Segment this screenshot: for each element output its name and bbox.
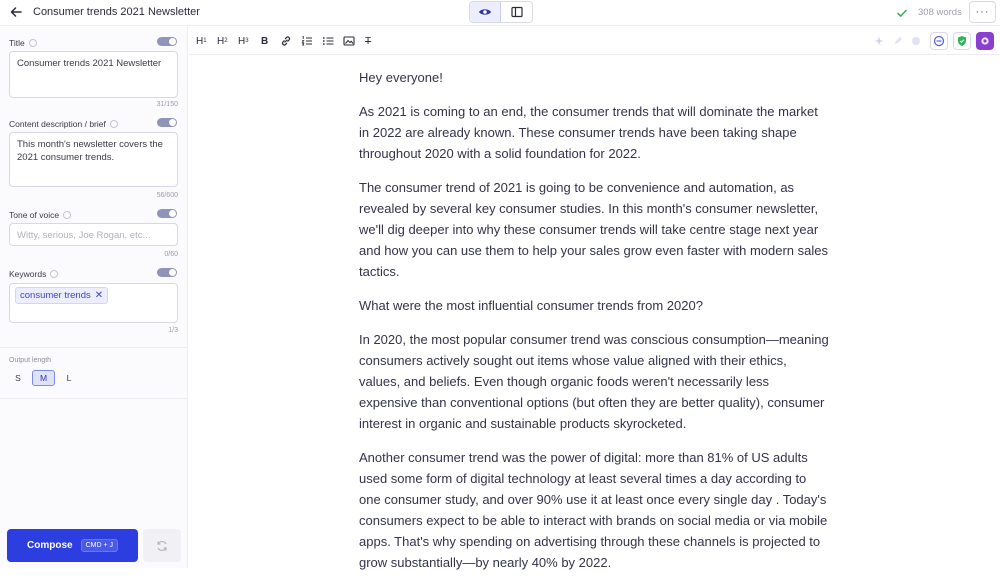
ordered-list-icon [301,35,313,47]
saved-check-icon [896,6,908,18]
brief-label: Content description / brief [9,119,118,129]
editor-toolbar [189,27,1000,55]
brief-toggle[interactable] [157,118,177,127]
divider [0,398,188,399]
heading-2-button[interactable]: H 2 [217,35,228,47]
paragraph[interactable]: Hey everyone! [359,70,443,85]
length-medium-button[interactable]: M [32,370,55,386]
refresh-icon [155,539,169,553]
heading-3-button[interactable]: H 3 [238,35,249,47]
info-icon [63,211,71,219]
paragraph[interactable]: Another consumer trend was the power of digital: more than 81% of US adults used some form of digital technology at least several times a day according to one consumer study, and over 90% use it at least once every single day . Today's consumers expect to be able to interact with brands on social media or via mobile apps. That's why spending on advertising through these channels is projected to grow substantially—by nearly 40% by 2022. [359,450,828,570]
link-icon [280,35,292,47]
ordered-list-button[interactable] [301,33,313,49]
compose-label: Compose [27,540,73,551]
tone-toggle[interactable] [157,209,177,218]
pen-icon[interactable] [889,32,907,50]
brief-counter: 56/600 [156,192,178,199]
output-length-label: Output length [9,357,52,364]
keyword-chip [15,287,108,304]
keyword-chip-label: consumer trends [20,290,91,301]
more-options-button[interactable]: ··· [969,1,996,23]
length-large-button[interactable]: L [66,373,72,383]
preview-view-button[interactable] [470,2,501,22]
keywords-input[interactable] [9,283,178,323]
bullet-list-button[interactable] [322,33,334,49]
back-arrow-icon[interactable] [8,4,24,20]
editor-content[interactable] [359,67,829,586]
keywords-toggle[interactable] [157,268,177,277]
compose-shortcut: CMD + J [81,539,118,552]
keywords-counter: 1/3 [168,327,178,334]
clear-format-icon: T [365,35,372,47]
title-counter: 31/150 [156,101,178,108]
clear-format-button[interactable] [365,33,371,49]
paragraph[interactable]: The consumer trend of 2021 is going to be convenience and automation, as revealed by several key consumer studies. In this month's consumer newsletter, we'll dig deeper into why these consumer trends will take centre stage next year and how you can use them to help your sales grow even faster with modern sales tactics. [359,180,828,279]
bullet-list-icon [322,35,334,47]
heading-1-button[interactable]: H 1 [196,35,207,47]
paragraph[interactable]: In 2020, the most popular consumer trend was conscious consumption—meaning consumers actively sought out items whose value aligned with their ethics, values, and beliefs. Even though organic foods weren't necessarily less expensive than conventional options (but often they are better quality), consumer interest in organic and sustainable products skyrocketed. [359,332,829,431]
output-length-selector [9,370,78,386]
regenerate-button[interactable] [143,529,181,562]
image-icon [343,35,355,47]
remove-keyword-icon[interactable]: ✕ [94,290,104,301]
info-icon [110,120,118,128]
divider [0,347,188,348]
eye-icon [478,7,492,17]
brief-textarea[interactable]: This month's newsletter covers the 2021 consumer trends. [9,132,178,187]
tone-icon[interactable] [907,32,925,50]
view-mode-toggle [469,1,533,23]
assistant-badge-icon[interactable] [976,32,994,50]
length-small-button[interactable]: S [15,373,21,383]
shield-check-icon[interactable] [953,32,971,50]
keywords-label: Keywords [9,269,58,279]
title-label: Title [9,38,37,48]
sidebar-layout-icon [511,6,523,18]
bold-button[interactable]: B [261,35,269,47]
top-bar [0,0,1000,26]
split-view-button[interactable] [501,2,532,22]
title-input[interactable]: Consumer trends 2021 Newsletter [9,51,178,98]
compose-button[interactable] [7,529,138,562]
link-button[interactable] [280,33,292,49]
plagiarism-icon[interactable] [930,32,948,50]
brief-sidebar [0,27,188,568]
tone-placeholder: Witty, serious, Joe Rogan, etc... [17,230,151,241]
paragraph[interactable]: As 2021 is coming to an end, the consumer trends that will dominate the market in 2022 are already known. These consumer trends have been taking shape throughout 2020 with a solid foundation for 2022. [359,104,818,161]
document-title: Consumer trends 2021 Newsletter [33,6,200,18]
image-button[interactable] [343,33,355,49]
paragraph[interactable]: What were the most influential consumer trends from 2020? [359,298,703,313]
info-icon [29,39,37,47]
sparkle-icon[interactable] [870,32,888,50]
tone-counter: 0/60 [164,251,178,258]
info-icon [50,270,58,278]
word-count: 308 words [918,7,962,18]
tone-label: Tone of voice [9,210,71,220]
tone-input[interactable] [9,223,178,246]
title-toggle[interactable] [157,37,177,46]
